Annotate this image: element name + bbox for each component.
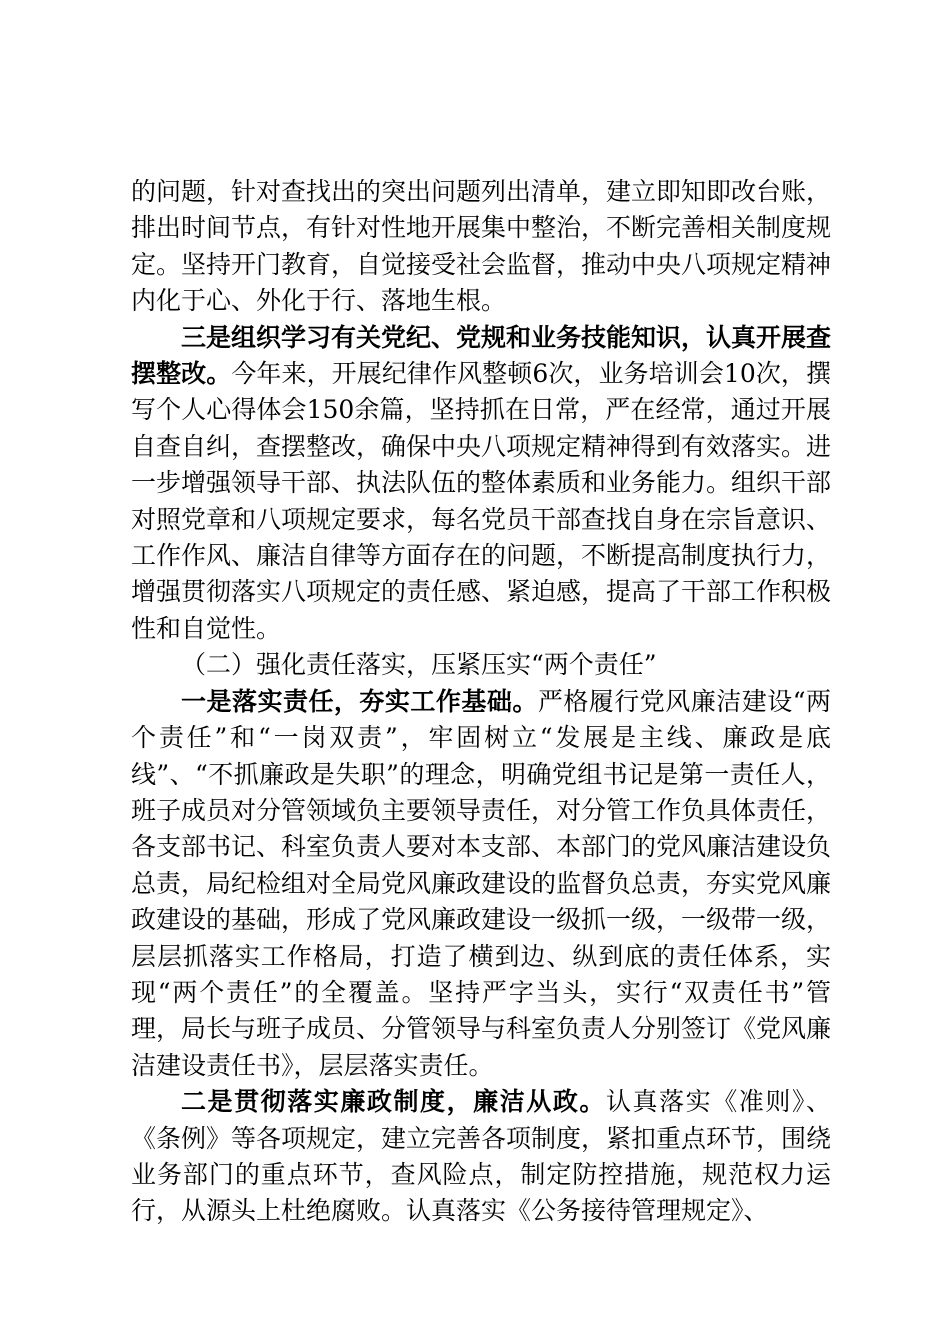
paragraph-item-three [131,320,831,648]
paragraph-body: 认真落实《准则》、《条例》等各项规定，建立完善各项制度，紧扣重点环节，围绕业务部门的重点环节，查风险点，制定防控措施，规范权力运行，从源头上杜绝腐败。认真落实《公务接待管理规定》、 [131,1087,832,1226]
paragraph-item-one [131,684,831,1084]
section-heading: （二）强化责任落实，压紧压实“两个责任” [181,650,657,680]
paragraph-body: 的问题，针对查找出的突出问题列出清单，建立即知即改台账，排出时间节点，有针对性地开展集中整治，不断完善相关制度规定。坚持开门教育，自觉接受社会监督，推动中央八项规定精神内化于心、外化于行、落地生根。 [131,177,832,316]
document-page [131,174,831,1230]
paragraph-body: 严格履行党风廉洁建设“两个责任”和“一岗双责”，牢固树立“发展是主线、廉政是底线”、“不抓廉政是失职”的理念，明确党组书记是第一责任人，班子成员对分管领域负主要领导责任，对分管工作负具体责任，各支部书记、科室负责人要对本支部、本部门的党风廉洁建设负总责，局纪检组对全局党风廉政建设的监督负总责，夯实党风廉政建设的基础，形成了党风廉政建设一级抓一级，一级带一级，层层抓落实工作格局，打造了横到边、纵到底的责任体系，实现“两个责任”的全覆盖。坚持严字当头，实行“双责任书”管理，局长与班子成员、分管领导与科室负责人分别签订《党风廉洁建设责任书》，层层落实责任。 [131,686,832,1080]
paragraph-lead: 一是落实责任，夯实工作基础。 [181,686,538,716]
paragraph-lead: 三是组织学习有关党纪、党规和业务技能知识，认真开展查摆整改。 [131,322,832,389]
paragraph-continuation [131,174,831,320]
paragraph-body: 今年来，开展纪律作风整顿6次，业务培训会10次，撰写个人心得体会150余篇，坚持抓在日常，严在经常，通过开展自查自纠，查摆整改，确保中央八项规定精神得到有效落实。进一步增强领导干部、执法队伍的整体素质和业务能力。组织干部对照党章和八项规定要求，每名党员干部查找自身在宗旨意识、工作作风、廉洁自律等方面存在的问题，不断提高制度执行力，增强贯彻落实八项规定的责任感、紧迫感，提高了干部工作积极性和自觉性。 [131,359,832,643]
paragraph-lead: 二是贯彻落实廉政制度，廉洁从政。 [181,1087,606,1117]
paragraph-item-two [131,1084,831,1230]
